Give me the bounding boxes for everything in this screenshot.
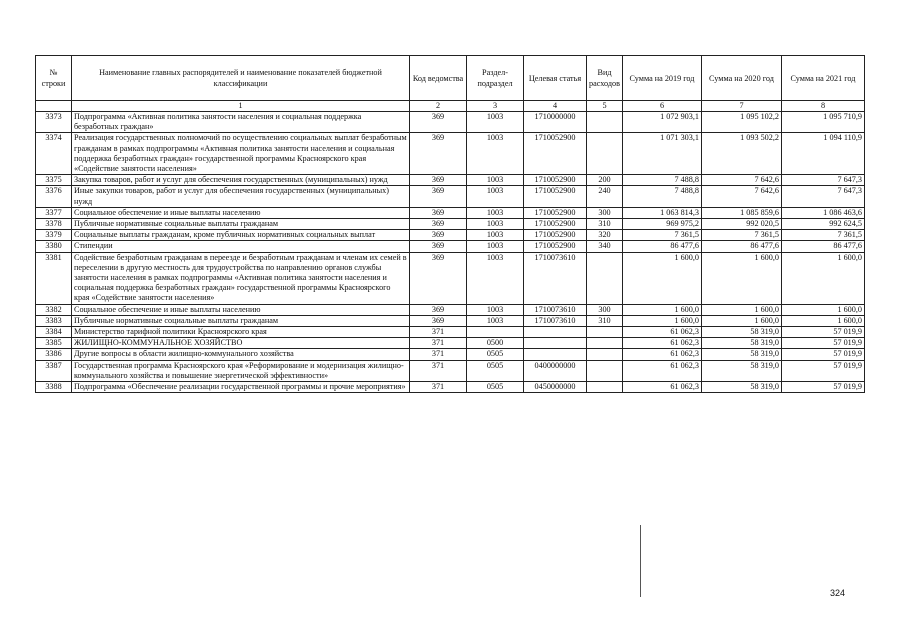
row-expense-type: 310: [587, 315, 623, 326]
row-name: Министерство тарифной политики Красноярского края: [72, 327, 410, 338]
row-target-article: 1710052900: [524, 133, 587, 175]
row-sum-2020: 1 600,0: [702, 315, 782, 326]
row-sum-2020: 58 319,0: [702, 360, 782, 381]
row-dept-code: 369: [410, 230, 467, 241]
header-name: Наименование главных распорядителей и наименование показателей бюджетной классификации: [72, 56, 410, 101]
row-name: Публичные нормативные социальные выплаты гражданам: [72, 315, 410, 326]
row-expense-type: 200: [587, 175, 623, 186]
header-row: [36, 56, 865, 101]
row-dept-code: 369: [410, 175, 467, 186]
row-sum-2021: 57 019,9: [782, 382, 865, 393]
row-expense-type: [587, 338, 623, 349]
row-target-article: [524, 327, 587, 338]
row-target-article: 1710052900: [524, 219, 587, 230]
row-name: Социальное обеспечение и иные выплаты населению: [72, 304, 410, 315]
row-sum-2020: 7 642,6: [702, 186, 782, 207]
row-expense-type: 320: [587, 230, 623, 241]
row-number: 3380: [36, 241, 72, 252]
row-sum-2020: 58 319,0: [702, 382, 782, 393]
row-dept-code: 369: [410, 315, 467, 326]
row-section: 1003: [467, 315, 524, 326]
row-target-article: [524, 338, 587, 349]
row-sum-2020: 58 319,0: [702, 349, 782, 360]
row-sum-2021: 57 019,9: [782, 327, 865, 338]
row-sum-2019: 1 600,0: [623, 315, 702, 326]
row-number: 3378: [36, 219, 72, 230]
row-sum-2019: 7 361,5: [623, 230, 702, 241]
col-number: 4: [524, 101, 587, 112]
row-section: 0505: [467, 349, 524, 360]
header-section: Раздел-подраздел: [467, 56, 524, 101]
row-name: Социальные выплаты гражданам, кроме публичных нормативных социальных выплат: [72, 230, 410, 241]
table-row: [36, 304, 865, 315]
row-section: 1003: [467, 219, 524, 230]
row-expense-type: [587, 252, 623, 304]
row-sum-2020: 58 319,0: [702, 338, 782, 349]
row-target-article: 1710052900: [524, 241, 587, 252]
row-section: 0505: [467, 382, 524, 393]
row-sum-2019: 61 062,3: [623, 360, 702, 381]
header-sum-2020: Сумма на 2020 год: [702, 56, 782, 101]
row-number: 3388: [36, 382, 72, 393]
row-name: Стипендии: [72, 241, 410, 252]
row-sum-2021: 1 600,0: [782, 315, 865, 326]
row-number: 3381: [36, 252, 72, 304]
row-dept-code: 369: [410, 133, 467, 175]
row-sum-2020: 86 477,6: [702, 241, 782, 252]
row-sum-2020: 58 319,0: [702, 327, 782, 338]
row-sum-2021: 992 624,5: [782, 219, 865, 230]
row-sum-2020: 7 642,6: [702, 175, 782, 186]
row-sum-2021: 7 647,3: [782, 175, 865, 186]
row-section: 1003: [467, 207, 524, 218]
table-row: [36, 349, 865, 360]
header-dept-code: Код ведомства: [410, 56, 467, 101]
header-sum-2019: Сумма на 2019 год: [623, 56, 702, 101]
col-number: 1: [72, 101, 410, 112]
row-section: 1003: [467, 112, 524, 133]
row-number: 3387: [36, 360, 72, 381]
table-row: [36, 186, 865, 207]
header-sum-2021: Сумма на 2021 год: [782, 56, 865, 101]
row-sum-2021: 1 600,0: [782, 304, 865, 315]
row-dept-code: 369: [410, 219, 467, 230]
row-sum-2019: 1 600,0: [623, 252, 702, 304]
row-section: 1003: [467, 186, 524, 207]
row-number: 3375: [36, 175, 72, 186]
row-sum-2021: 7 647,3: [782, 186, 865, 207]
row-dept-code: 369: [410, 186, 467, 207]
row-sum-2021: 86 477,6: [782, 241, 865, 252]
row-sum-2021: 7 361,5: [782, 230, 865, 241]
row-target-article: 1710073610: [524, 304, 587, 315]
row-name: Государственная программа Красноярского края «Реформирование и модернизация жилищно-коммунального хозяйства и повышение энергетической эффективности»: [72, 360, 410, 381]
row-expense-type: [587, 327, 623, 338]
row-expense-type: 240: [587, 186, 623, 207]
row-sum-2019: 7 488,8: [623, 186, 702, 207]
row-sum-2020: 1 093 502,2: [702, 133, 782, 175]
row-target-article: 1710052900: [524, 207, 587, 218]
row-section: 1003: [467, 241, 524, 252]
col-number: 6: [623, 101, 702, 112]
row-sum-2021: 57 019,9: [782, 338, 865, 349]
table-row: [36, 252, 865, 304]
row-section: 1003: [467, 175, 524, 186]
col-number: 5: [587, 101, 623, 112]
row-dept-code: 371: [410, 349, 467, 360]
row-sum-2019: 7 488,8: [623, 175, 702, 186]
row-expense-type: [587, 112, 623, 133]
row-dept-code: 371: [410, 338, 467, 349]
table-row: [36, 360, 865, 381]
row-number: 3382: [36, 304, 72, 315]
row-sum-2020: 992 020,5: [702, 219, 782, 230]
row-expense-type: [587, 133, 623, 175]
table-row: [36, 219, 865, 230]
row-sum-2019: 61 062,3: [623, 349, 702, 360]
table-row: [36, 241, 865, 252]
row-sum-2021: 1 600,0: [782, 252, 865, 304]
row-expense-type: [587, 349, 623, 360]
col-number: 2: [410, 101, 467, 112]
row-section: 0505: [467, 360, 524, 381]
row-target-article: 1710073610: [524, 252, 587, 304]
row-number: 3386: [36, 349, 72, 360]
row-sum-2020: 7 361,5: [702, 230, 782, 241]
row-sum-2020: 1 600,0: [702, 304, 782, 315]
row-sum-2019: 86 477,6: [623, 241, 702, 252]
row-name: Публичные нормативные социальные выплаты гражданам: [72, 219, 410, 230]
row-sum-2020: 1 095 102,2: [702, 112, 782, 133]
header-row-no: № строки: [36, 56, 72, 101]
row-sum-2019: 1 600,0: [623, 304, 702, 315]
table-row: [36, 133, 865, 175]
row-section: 1003: [467, 133, 524, 175]
row-target-article: [524, 349, 587, 360]
row-number: 3383: [36, 315, 72, 326]
col-number: [36, 101, 72, 112]
row-target-article: 0400000000: [524, 360, 587, 381]
row-section: 1003: [467, 230, 524, 241]
row-section: 1003: [467, 252, 524, 304]
row-name: Иные закупки товаров, работ и услуг для обеспечения государственных (муниципальных) нужд: [72, 186, 410, 207]
col-number: 8: [782, 101, 865, 112]
row-target-article: 1710073610: [524, 315, 587, 326]
page-number: 324: [830, 588, 846, 598]
row-number: 3376: [36, 186, 72, 207]
budget-table: [35, 55, 865, 393]
row-dept-code: 371: [410, 382, 467, 393]
row-sum-2021: 1 094 110,9: [782, 133, 865, 175]
row-sum-2019: 61 062,3: [623, 382, 702, 393]
header-expense-type: Вид расходов: [587, 56, 623, 101]
row-sum-2019: 1 072 903,1: [623, 112, 702, 133]
row-name: Реализация государственных полномочий по осуществлению социальных выплат безработным гражданам в рамках подпрограммы «Активная политика занятости населения и социальная поддержка безработных граждан» государственной программы Красноярского края «Содействие занятости населения»: [72, 133, 410, 175]
row-sum-2019: 1 063 814,3: [623, 207, 702, 218]
row-target-article: 1710052900: [524, 230, 587, 241]
row-sum-2021: 57 019,9: [782, 349, 865, 360]
table-row: [36, 338, 865, 349]
row-sum-2021: 57 019,9: [782, 360, 865, 381]
row-target-article: 1710052900: [524, 186, 587, 207]
row-name: Социальное обеспечение и иные выплаты населению: [72, 207, 410, 218]
row-sum-2020: 1 600,0: [702, 252, 782, 304]
row-sum-2019: 1 071 303,1: [623, 133, 702, 175]
table-row: [36, 175, 865, 186]
row-number: 3384: [36, 327, 72, 338]
row-dept-code: 371: [410, 327, 467, 338]
scan-mark-line: [640, 525, 641, 597]
row-sum-2019: 61 062,3: [623, 338, 702, 349]
row-expense-type: 310: [587, 219, 623, 230]
row-expense-type: 300: [587, 207, 623, 218]
row-dept-code: 369: [410, 112, 467, 133]
table-row: [36, 207, 865, 218]
col-number: 3: [467, 101, 524, 112]
row-dept-code: 369: [410, 304, 467, 315]
row-sum-2019: 969 975,2: [623, 219, 702, 230]
row-sum-2021: 1 095 710,9: [782, 112, 865, 133]
table-row: [36, 315, 865, 326]
row-number: 3373: [36, 112, 72, 133]
header-target-article: Целевая статья: [524, 56, 587, 101]
row-name: Подпрограмма «Обеспечение реализации государственной программы и прочие мероприятия»: [72, 382, 410, 393]
col-number: 7: [702, 101, 782, 112]
row-number: 3374: [36, 133, 72, 175]
row-name: Другие вопросы в области жилищно-коммунального хозяйства: [72, 349, 410, 360]
row-section: 1003: [467, 304, 524, 315]
table-row: [36, 382, 865, 393]
row-expense-type: 340: [587, 241, 623, 252]
row-section: 0500: [467, 338, 524, 349]
row-target-article: 1710000000: [524, 112, 587, 133]
row-sum-2021: 1 086 463,6: [782, 207, 865, 218]
row-dept-code: 371: [410, 360, 467, 381]
row-section: [467, 327, 524, 338]
row-number: 3379: [36, 230, 72, 241]
row-number: 3377: [36, 207, 72, 218]
row-dept-code: 369: [410, 252, 467, 304]
row-name: Подпрограмма «Активная политика занятости населения и социальная поддержка безработных граждан»: [72, 112, 410, 133]
row-sum-2020: 1 085 859,6: [702, 207, 782, 218]
column-number-row: [36, 101, 865, 112]
row-name: Содействие безработным гражданам в переезде и безработным гражданам и членам их семей в переселении в другую местность для трудоустройства по направлению органов службы занятости населения в рамках подпрограммы «Активная политика занятости населения и социальная поддержка безработных граждан» государственной программы Красноярского края «Содействие занятости населения»: [72, 252, 410, 304]
row-name: ЖИЛИЩНО-КОММУНАЛЬНОЕ ХОЗЯЙСТВО: [72, 338, 410, 349]
row-target-article: 0450000000: [524, 382, 587, 393]
table-row: [36, 230, 865, 241]
row-expense-type: 300: [587, 304, 623, 315]
table-row: [36, 112, 865, 133]
row-name: Закупка товаров, работ и услуг для обеспечения государственных (муниципальных) нужд: [72, 175, 410, 186]
row-expense-type: [587, 360, 623, 381]
table-row: [36, 327, 865, 338]
row-sum-2019: 61 062,3: [623, 327, 702, 338]
row-number: 3385: [36, 338, 72, 349]
row-expense-type: [587, 382, 623, 393]
row-dept-code: 369: [410, 207, 467, 218]
row-dept-code: 369: [410, 241, 467, 252]
row-target-article: 1710052900: [524, 175, 587, 186]
